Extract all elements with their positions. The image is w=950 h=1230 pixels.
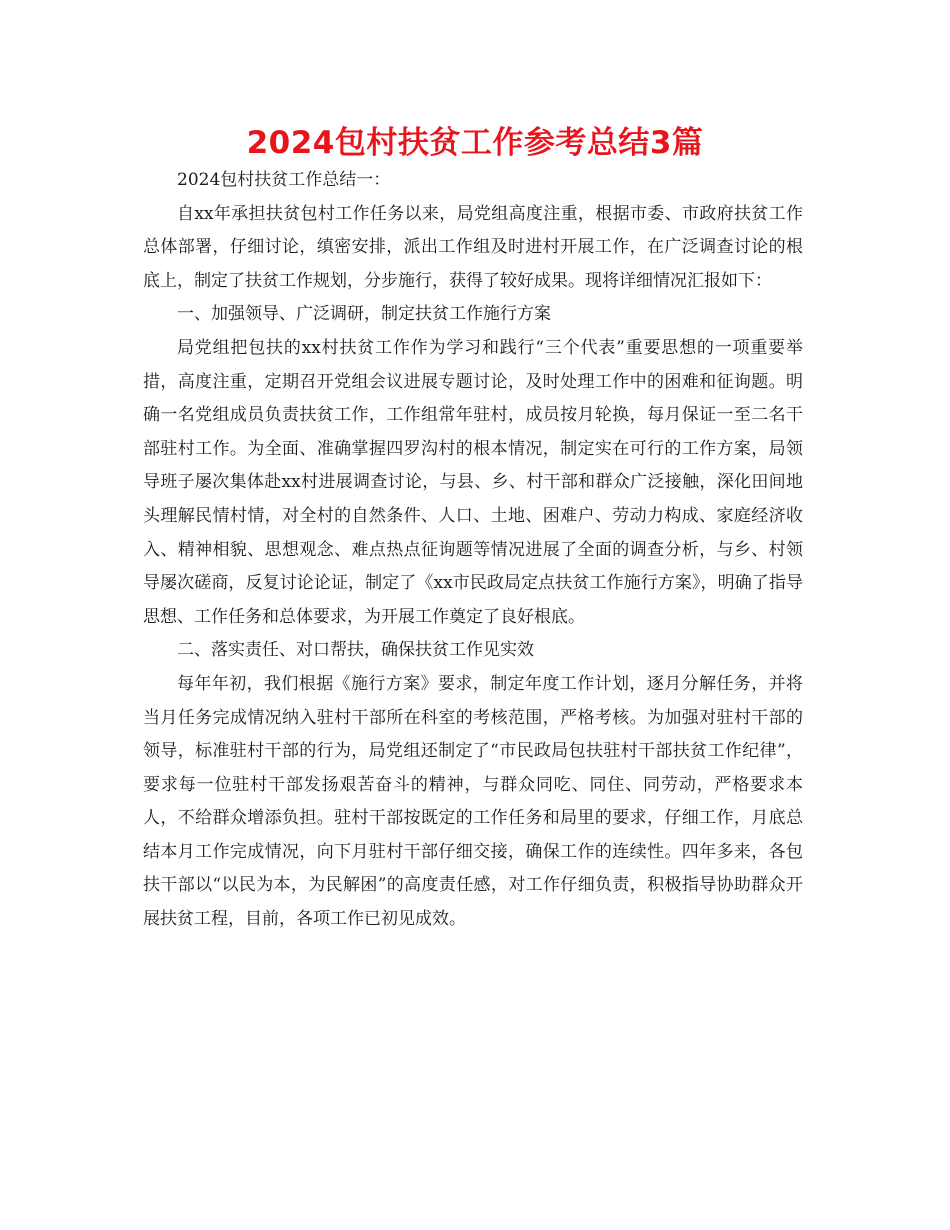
section-heading: 2024包村扶贫工作总结一：	[177, 170, 391, 190]
paragraph: 局党组把包扶的xx村扶贫工作作为学习和践行“三个代表”重要思想的一项重要举措，高度注重，定期召开党组会议进展专题讨论，及时处理工作中的困难和征询题。明确一名党组成员负责扶贫工作，工作组常年驻村，成员按月轮换，每月保证一至二名干部驻村工作。为全面、准确掌握四罗沟村的根本情况，制定实在可行的工作方案，局领导班子屡次集体赴xx村进展调查讨论，与县、乡、村干部和群众广泛接触，深化田间地头理解民情村情，对全村的自然条件、人口、土地、困难户、劳动力构成、家庭经济收入、精神相貌、思想观念、难点热点征询题等情况进展了全面的调查分析，与乡、村领导屡次磋商，反复讨论论证，制定了《xx市民政局定点扶贫工作施行方案》，明确了指导思想、工作任务和总体要求，为开展工作奠定了良好根底。	[143, 337, 803, 627]
subsection-heading: 二、落实责任、对口帮扶，确保扶贫工作见实效	[177, 640, 534, 661]
paragraph: 自xx年承担扶贫包村工作任务以来，局党组高度注重，根据市委、市政府扶贫工作总体部署，仔细讨论，缜密安排，派出工作组及时进村开展工作，在广泛调查讨论的根底上，制定了扶贫工作规划，分步施行，获得了较好成果。现将详细情况汇报如下：	[143, 203, 803, 291]
document-title: 2024包村扶贫工作参考总结3篇	[246, 125, 704, 161]
subsection-heading: 一、加强领导、广泛调研，制定扶贫工作施行方案	[177, 304, 551, 325]
paragraph: 每年年初，我们根据《施行方案》要求，制定年度工作计划，逐月分解任务，并将当月任务完成情况纳入驻村干部所在科室的考核范围，严格考核。为加强对驻村干部的领导，标准驻村干部的行为，局党组还制定了“市民政局包扶驻村干部扶贫工作纪律”，要求每一位驻村干部发扬艰苦奋斗的精神，与群众同吃、同住、同劳动，严格要求本人，不给群众增添负担。驻村干部按既定的工作任务和局里的要求，仔细工作，月底总结本月工作完成情况，向下月驻村干部仔细交接，确保工作的连续性。四年多来，各包扶干部以“以民为本，为民解困”的高度责任感，对工作仔细负责，积极指导协助群众开展扶贫工程，目前，各项工作已初见成效。	[143, 673, 803, 930]
document-body	[143, 164, 803, 937]
